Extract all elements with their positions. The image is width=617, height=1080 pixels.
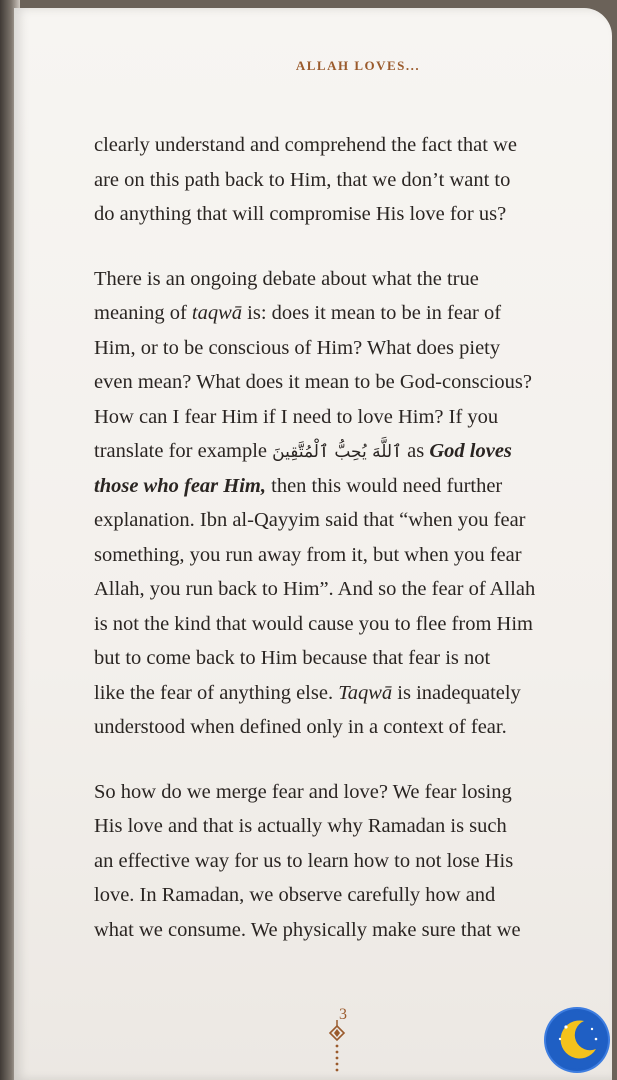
crescent-moon-icon [546, 1009, 608, 1071]
text-line [94, 434, 594, 469]
page-number: 3 [339, 1006, 347, 1023]
text-line: even mean? What does it mean to be God-conscious? [94, 371, 532, 393]
text-line: do anything that will compromise His love for us? [94, 203, 507, 225]
text-line: are on this path back to Him, that we don’t want to [94, 168, 511, 191]
text-segment: meaning of [94, 302, 192, 324]
crescent-moon-badge[interactable] [546, 1009, 608, 1071]
paragraph-gap [94, 745, 594, 775]
text-segment: is inadequately [392, 681, 521, 704]
text-segment: is: does it mean to be in fear of [242, 302, 502, 324]
emphasis-text: God loves [429, 440, 512, 462]
arabic-verse: ٱللَّهَ يُحِبُّ ٱلْمُتَّقِينَ [272, 442, 403, 462]
text-line: is not the kind that would cause you to flee from Him [94, 612, 533, 635]
emphasis-text: taqwā [191, 302, 243, 324]
text-segment: like the fear of anything else. [94, 681, 339, 704]
paragraph-gap [94, 232, 594, 262]
text-line: clearly understand and comprehend the fact that we [94, 134, 517, 156]
text-line: what we consume. We physically make sure that we [94, 918, 521, 941]
text-segment: as [402, 440, 430, 462]
paragraph [94, 128, 594, 232]
text-line: understood when defined only in a context of fear. [94, 716, 507, 738]
text-line: but to come back to Him because that fear is not [94, 647, 491, 669]
text-line: Him, or to be conscious of Him? What does piety [94, 336, 501, 359]
text-line [94, 676, 594, 711]
emphasis-text: those who fear Him, [94, 474, 266, 497]
body-text [94, 128, 594, 947]
text-line [94, 469, 594, 504]
text-segment: translate for example [94, 440, 273, 462]
text-line: an effective way for us to learn how to not lose His [94, 849, 514, 872]
text-line: There is an ongoing debate about what the true [94, 267, 479, 290]
text-line [94, 296, 594, 331]
text-line: So how do we merge fear and love? We fear losing [94, 780, 512, 803]
text-line: His love and that is actually why Ramadan is such [94, 815, 507, 837]
text-line: something, you run away from it, but when you fear [94, 543, 522, 566]
text-line: How can I fear Him if I need to love Him? If you [94, 405, 499, 428]
paragraph [94, 775, 594, 948]
emphasis-text: Taqwā [338, 681, 393, 704]
diamond-ornament-icon [322, 1020, 352, 1076]
book-page [14, 8, 612, 1080]
paragraph [94, 262, 594, 745]
text-line: explanation. Ibn al-Qayyim said that “when you fear [94, 509, 526, 531]
text-line: love. In Ramadan, we observe carefully how and [94, 884, 496, 906]
text-segment: then this would need further [266, 474, 503, 497]
text-line: Allah, you run back to Him”. And so the fear of Allah [94, 578, 536, 600]
running-head: ALLAH LOVES... [295, 58, 421, 73]
